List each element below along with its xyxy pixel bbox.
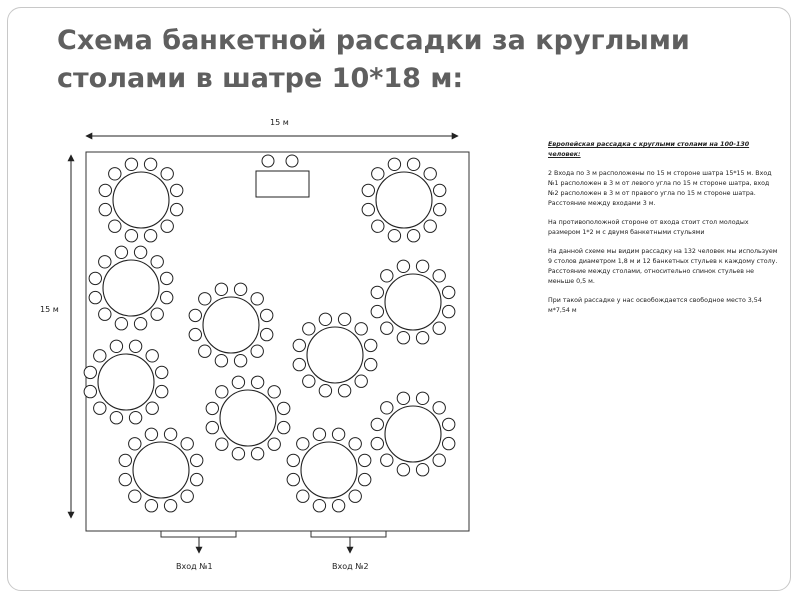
banquet-chair (181, 438, 193, 450)
banquet-chair (397, 332, 409, 344)
banquet-chair (293, 339, 305, 351)
description-paragraph: На данной схеме мы видим рассадку на 132 человек мы используем 9 столов диаметром 1,8 м и 12 банкетных стульев к каждому столу. Расстояние между столами, относительно спинок стульев не меньше 0,5 м. (548, 248, 778, 285)
banquet-chair (416, 332, 428, 344)
banquet-chair (397, 392, 409, 404)
banquet-chair (115, 318, 127, 330)
newlyweds-table (256, 171, 309, 197)
banquet-chair (365, 358, 377, 370)
description-paragraph: На противоположной стороне от входа стоит стол молодых размером 1*2 м с двумя банкетными стульями (548, 219, 749, 236)
banquet-chair (215, 355, 227, 367)
banquet-chair (416, 260, 428, 272)
banquet-chair (234, 283, 246, 295)
banquet-chair (206, 402, 218, 414)
banquet-chair (164, 428, 176, 440)
banquet-chair (268, 386, 280, 398)
banquet-chair (268, 438, 280, 450)
banquet-chair (99, 184, 111, 196)
banquet-chair (161, 272, 173, 284)
banquet-chair (161, 220, 173, 232)
banquet-chair (216, 386, 228, 398)
banquet-chair (171, 184, 183, 196)
round-table (98, 354, 154, 410)
round-table (203, 297, 259, 353)
banquet-chair (434, 184, 446, 196)
banquet-chair (119, 473, 131, 485)
banquet-chair (297, 438, 309, 450)
banquet-chair (109, 168, 121, 180)
banquet-chair (443, 418, 455, 430)
banquet-chair (191, 454, 203, 466)
banquet-chair (371, 305, 383, 317)
banquet-chair (381, 322, 393, 334)
banquet-chair (251, 293, 263, 305)
banquet-chair (94, 350, 106, 362)
banquet-chair (156, 385, 168, 397)
banquet-chair (151, 308, 163, 320)
round-table (133, 442, 189, 498)
banquet-chair (99, 256, 111, 268)
banquet-chair (365, 339, 377, 351)
banquet-chair (189, 328, 201, 340)
entrance-1-label: Вход №1 (176, 562, 213, 571)
banquet-chair (199, 345, 211, 357)
entrance-2-door (311, 531, 386, 537)
dimension-label-top: 15 м (270, 118, 289, 127)
banquet-chair (189, 309, 201, 321)
banquet-chair (191, 473, 203, 485)
banquet-chair (134, 246, 146, 258)
banquet-chair (319, 385, 331, 397)
banquet-chair (424, 220, 436, 232)
banquet-chair (407, 158, 419, 170)
banquet-chair (171, 203, 183, 215)
round-table (385, 274, 441, 330)
dimension-label-left: 15 м (40, 305, 59, 314)
banquet-chair (146, 402, 158, 414)
round-table (103, 260, 159, 316)
banquet-chair (372, 168, 384, 180)
banquet-chair (89, 272, 101, 284)
banquet-chair (181, 490, 193, 502)
banquet-chair (359, 473, 371, 485)
banquet-chair (129, 412, 141, 424)
entrance-1-door (161, 531, 236, 537)
banquet-chair (89, 291, 101, 303)
banquet-chair (297, 490, 309, 502)
banquet-chair (145, 500, 157, 512)
banquet-chair (129, 340, 141, 352)
description-paragraph: 2 Входа по 3 м расположены по 15 м стороне шатра 15*15 м. Вход №1 расположен в 3 м от левого угла по 15 м стороне шатра, вход №2 расположен в 3 м от правого угла по 15 м стороне шатра. Расстояние между входами 3 м. (548, 170, 772, 207)
banquet-chair (161, 168, 173, 180)
banquet-chair (94, 402, 106, 414)
banquet-chair (286, 155, 298, 167)
banquet-chair (388, 230, 400, 242)
banquet-chair (372, 220, 384, 232)
banquet-chair (129, 438, 141, 450)
banquet-chair (232, 448, 244, 460)
entrance-2-label: Вход №2 (332, 562, 369, 571)
page-title: Схема банкетной рассадки за круглыми столами в шатре 10*18 м: (57, 25, 690, 94)
banquet-chair (293, 358, 305, 370)
banquet-chair (443, 305, 455, 317)
banquet-chair (371, 437, 383, 449)
round-table (220, 390, 276, 446)
banquet-chair (99, 203, 111, 215)
banquet-chair (371, 418, 383, 430)
banquet-chair (145, 428, 157, 440)
round-table (113, 172, 169, 228)
banquet-chair (362, 184, 374, 196)
banquet-chair (251, 376, 263, 388)
banquet-chair (443, 286, 455, 298)
banquet-chair (416, 392, 428, 404)
banquet-chair (216, 438, 228, 450)
banquet-chair (338, 385, 350, 397)
banquet-chair (144, 230, 156, 242)
description-panel (548, 140, 778, 325)
banquet-chair (125, 230, 137, 242)
banquet-chair (262, 155, 274, 167)
banquet-chair (371, 286, 383, 298)
banquet-chair (161, 291, 173, 303)
banquet-chair (397, 464, 409, 476)
banquet-chair (287, 473, 299, 485)
banquet-chair (110, 340, 122, 352)
banquet-chair (84, 385, 96, 397)
banquet-chair (433, 454, 445, 466)
banquet-chair (433, 402, 445, 414)
banquet-chair (332, 500, 344, 512)
banquet-chair (424, 168, 436, 180)
banquet-chair (349, 438, 361, 450)
banquet-chair (261, 328, 273, 340)
banquet-chair (99, 308, 111, 320)
banquet-chair (434, 203, 446, 215)
banquet-chair (338, 313, 350, 325)
banquet-chair (110, 412, 122, 424)
banquet-chair (234, 355, 246, 367)
banquet-chair (232, 376, 244, 388)
banquet-chair (206, 421, 218, 433)
banquet-chair (355, 323, 367, 335)
banquet-chair (119, 454, 131, 466)
banquet-chair (199, 293, 211, 305)
banquet-chair (125, 158, 137, 170)
banquet-chair (313, 428, 325, 440)
banquet-chair (215, 283, 227, 295)
banquet-chair (115, 246, 127, 258)
banquet-chair (261, 309, 273, 321)
banquet-chair (381, 270, 393, 282)
banquet-chair (134, 318, 146, 330)
banquet-chair (332, 428, 344, 440)
banquet-chair (433, 270, 445, 282)
banquet-chair (303, 323, 315, 335)
round-table (376, 172, 432, 228)
banquet-chair (355, 375, 367, 387)
round-table (385, 406, 441, 462)
banquet-chair (443, 437, 455, 449)
round-table (301, 442, 357, 498)
round-table (307, 327, 363, 383)
banquet-chair (278, 402, 290, 414)
description-paragraph: При такой рассадке у нас освобождается свободное место 3,54 м*7,54 м (548, 297, 762, 314)
banquet-chair (397, 260, 409, 272)
banquet-chair (144, 158, 156, 170)
banquet-chair (303, 375, 315, 387)
banquet-chair (251, 345, 263, 357)
banquet-chair (407, 230, 419, 242)
banquet-chair (388, 158, 400, 170)
banquet-chair (319, 313, 331, 325)
description-heading: Европейская рассадка с круглыми столами на 100-130 человек: (548, 141, 750, 158)
banquet-chair (156, 366, 168, 378)
banquet-chair (151, 256, 163, 268)
round-tables (84, 158, 455, 512)
banquet-chair (349, 490, 361, 502)
banquet-chair (278, 421, 290, 433)
banquet-chair (129, 490, 141, 502)
banquet-chair (359, 454, 371, 466)
banquet-chair (251, 448, 263, 460)
banquet-chair (164, 500, 176, 512)
banquet-chair (362, 203, 374, 215)
banquet-chair (433, 322, 445, 334)
banquet-chair (287, 454, 299, 466)
banquet-chair (84, 366, 96, 378)
banquet-chair (416, 464, 428, 476)
banquet-chair (381, 402, 393, 414)
banquet-chair (146, 350, 158, 362)
banquet-chair (313, 500, 325, 512)
banquet-chair (109, 220, 121, 232)
banquet-chair (381, 454, 393, 466)
